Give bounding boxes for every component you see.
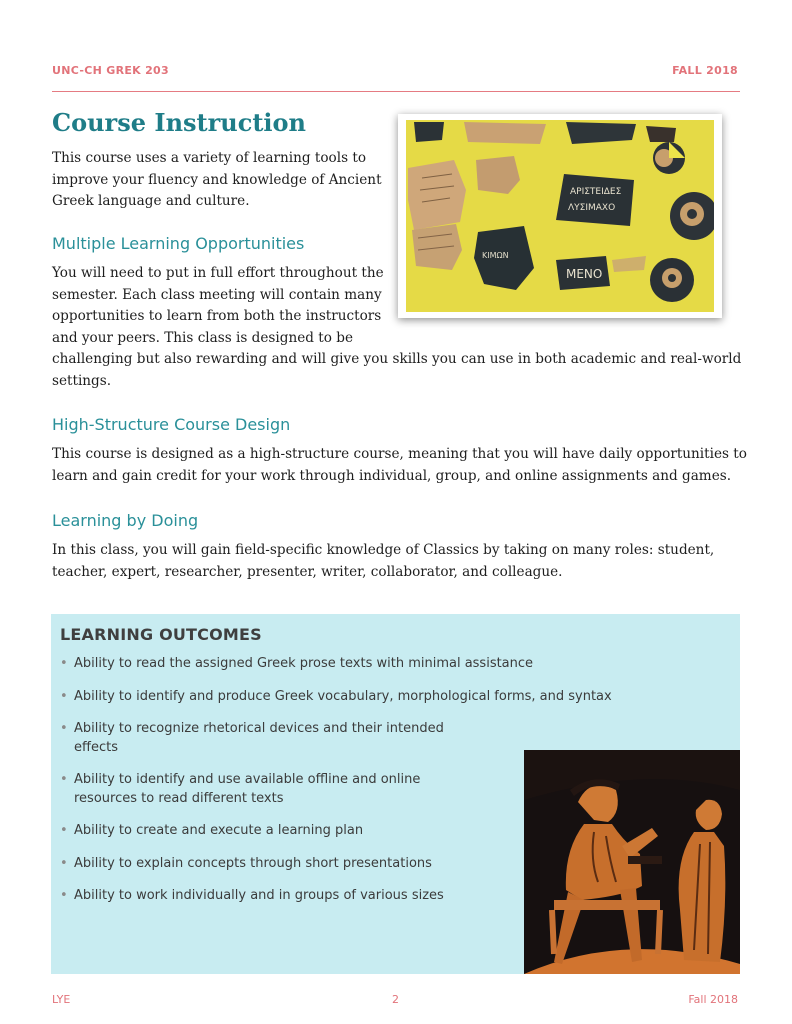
- paragraph-line: You will need to put in full effort throughout the: [52, 265, 384, 281]
- paragraph-line: semester. Each class meeting will contain many: [52, 286, 382, 303]
- ostracon-inscription-2: ΛΥΣΙΜΑΧΟ: [568, 203, 616, 213]
- paragraph-line: In this class, you will gain field-specific knowledge of Classics by taking on many roles: student,: [52, 542, 715, 558]
- section-paragraph: [52, 263, 741, 392]
- bullet-icon: •: [60, 688, 68, 704]
- paragraph-line: opportunities to learn from both the instructors: [52, 308, 382, 324]
- section-paragraph: [52, 540, 714, 583]
- intro-paragraph: [52, 148, 382, 213]
- paragraph-line: challenging but also rewarding and will give you skills you can use in both academic and real-world: [52, 351, 742, 367]
- section-heading-multiple-learning-opportunities: Multiple Learning Opportunities: [52, 234, 305, 253]
- header-term: FALL 2018: [672, 64, 738, 77]
- bullet-icon: •: [60, 656, 68, 671]
- outcome-line: effects: [74, 739, 118, 755]
- header-divider: [52, 91, 740, 92]
- section-heading-learning-by-doing: Learning by Doing: [52, 511, 199, 530]
- list-item: [60, 771, 612, 808]
- outcome-line: Ability to work individually and in groups of various sizes: [74, 888, 444, 903]
- list-item: [60, 688, 612, 707]
- outcome-line: Ability to recognize rhetorical devices and their intended: [74, 721, 444, 736]
- bullet-icon: •: [60, 772, 68, 787]
- page-number: 2: [392, 993, 399, 1006]
- list-item: [60, 720, 612, 757]
- outcome-line: resources to read different texts: [74, 790, 284, 806]
- list-item: [60, 822, 612, 841]
- bullet-icon: •: [60, 888, 68, 903]
- header-course-code: UNC-CH GREK 203: [52, 64, 169, 77]
- learning-outcomes-list: [60, 655, 612, 906]
- paragraph-line: and your peers. This class is designed to be: [52, 329, 353, 346]
- learning-outcomes-title: LEARNING OUTCOMES: [60, 625, 262, 644]
- ostracon-inscription-4: ΜΕΝΟ: [566, 267, 603, 281]
- outcome-line: Ability to explain concepts through short presentations: [74, 855, 432, 871]
- footer-term: Fall 2018: [688, 993, 738, 1006]
- bullet-icon: •: [60, 855, 68, 871]
- paragraph-line: This course is designed as a high-structure course, meaning that you will have daily opportunities to: [52, 446, 747, 462]
- intro-line: This course uses a variety of learning tools to: [52, 150, 367, 166]
- bullet-icon: •: [60, 721, 68, 736]
- section-heading-high-structure-course-design: High-Structure Course Design: [52, 415, 291, 434]
- list-item: [60, 887, 612, 906]
- ostracon-inscription-1: ΑΡΙΣΤΕΙΔΕΣ: [570, 187, 622, 197]
- page-title: Course Instruction: [52, 108, 306, 137]
- footer-author: LYE: [52, 993, 71, 1006]
- section-paragraph: [52, 444, 747, 487]
- intro-line: Greek language and culture.: [52, 193, 250, 209]
- bullet-icon: •: [60, 823, 68, 838]
- list-item: [60, 655, 612, 674]
- outcome-line: Ability to identify and produce Greek vocabulary, morphological forms, and syntax: [74, 688, 612, 704]
- paragraph-line: settings.: [52, 372, 112, 389]
- paragraph-line: learn and gain credit for your work through individual, group, and online assignments and games.: [52, 467, 732, 484]
- intro-line: improve your fluency and knowledge of Ancient: [52, 171, 382, 188]
- outcome-line: Ability to identify and use available offline and online: [74, 772, 421, 787]
- ostracon-inscription-3: ΚΙΜΩΝ: [482, 251, 509, 260]
- list-item: [60, 855, 612, 874]
- outcome-line: Ability to create and execute a learning plan: [74, 823, 364, 838]
- outcome-line: Ability to read the assigned Greek prose texts with minimal assistance: [74, 656, 534, 671]
- paragraph-line: teacher, expert, researcher, presenter, writer, collaborator, and colleague.: [52, 563, 563, 580]
